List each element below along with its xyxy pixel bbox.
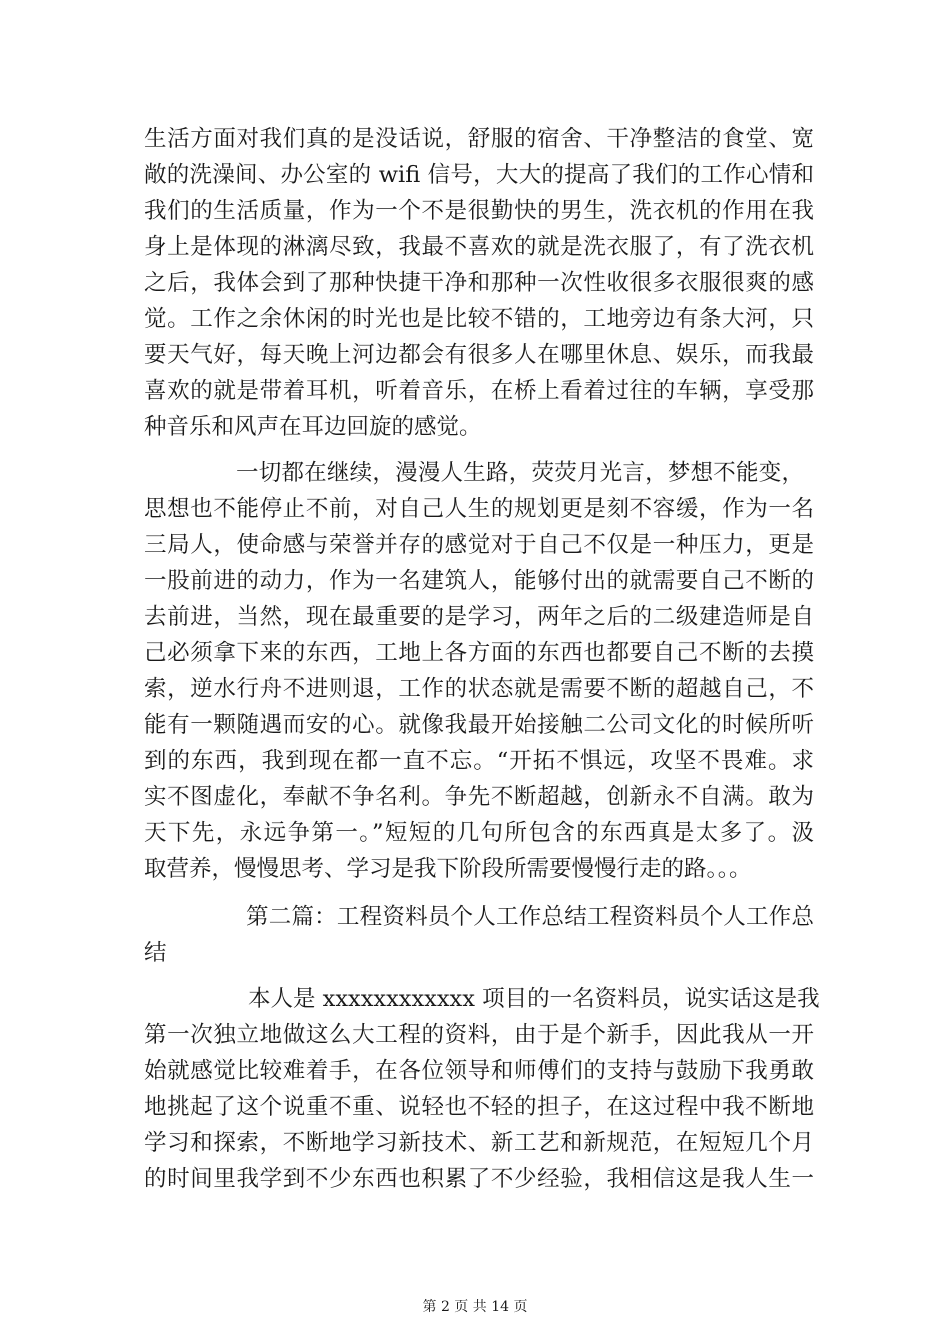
text-line: 敞的洗澡间、办公室的 wifi 信号，大大的提高了我们的工作心情和 [144,162,814,188]
text-line: 到的东西，我到现在都一直不忘。“开拓不惧远，攻坚不畏难。求 [144,748,814,774]
text-line: 身上是体现的淋漓尽致，我最不喜欢的就是洗衣服了，有了洗衣机 [144,234,814,260]
section-heading: 第二篇：工程资料员个人工作总结工程资料员个人工作总 [246,904,814,930]
text-line: 思想也不能停止不前，对自己人生的规划更是刻不容缓，作为一名 [144,496,814,522]
text-line: 学习和探索，不断地学习新技术、新工艺和新规范，在短短几个月 [144,1130,814,1156]
text-line: 己必须拿下来的东西，工地上各方面的东西也都要自己不断的去摸 [144,640,814,666]
text-line: 取营养，慢慢思考、学习是我下阶段所需要慢慢行走的路。。。 [144,856,752,882]
text-line: 地挑起了这个说重不重、说轻也不轻的担子，在这过程中我不断地 [144,1094,814,1120]
text-line: 种音乐和风声在耳边回旋的感觉。 [144,414,482,440]
text-line: 的时间里我学到不少东西也积累了不少经验，我相信这是我人生一 [144,1166,814,1192]
text-line: 觉。工作之余休闲的时光也是比较不错的，工地旁边有条大河，只 [144,306,814,332]
text-line: 我们的生活质量，作为一个不是很勤快的男生，洗衣机的作用在我 [144,198,814,224]
text-line: 去前进，当然，现在最重要的是学习，两年之后的二级建造师是自 [144,604,814,630]
text-line: 天下先，永远争第一。”短短的几句所包含的东西真是太多了。汲 [144,820,814,846]
text-line: 实不图虚化，奉献不争名利。争先不断超越，创新永不自满。敢为 [144,784,814,810]
page-number-footer: 第 2 页 共 14 页 [422,1299,528,1315]
text-line: 生活方面对我们真的是没话说，舒服的宿舍、干净整洁的食堂、宽 [144,126,814,152]
text-line: 三局人，使命感与荣誉并存的感觉对于自己不仅是一种压力，更是 [144,532,814,558]
text-line: 索，逆水行舟不进则退，工作的状态就是需要不断的超越自己，不 [144,676,814,702]
text-line: 之后，我体会到了那种快捷干净和那种一次性收很多衣服很爽的感 [144,270,814,296]
paragraph-first-line: 一切都在继续，漫漫人生路，荧荧月光言，梦想不能变， [236,460,804,486]
paragraph-first-line: 本人是 xxxxxxxxxxxx 项目的一名资料员，说实话这是我 [248,986,820,1012]
text-line: 能有一颗随遇而安的心。就像我最开始接触二公司文化的时候所听 [144,712,814,738]
text-line: 始就感觉比较难着手，在各位领导和师傅们的支持与鼓励下我勇敢 [144,1058,814,1084]
text-line: 一股前进的动力，作为一名建筑人，能够付出的就需要自己不断的 [144,568,814,594]
text-line: 第一次独立地做这么大工程的资料，由于是个新手，因此我从一开 [144,1022,814,1048]
text-line: 喜欢的就是带着耳机，听着音乐，在桥上看着过往的车辆，享受那 [144,378,814,404]
text-line: 要天气好，每天晚上河边都会有很多人在哪里休息、娱乐，而我最 [144,342,814,368]
section-heading-continued: 结 [144,940,167,966]
